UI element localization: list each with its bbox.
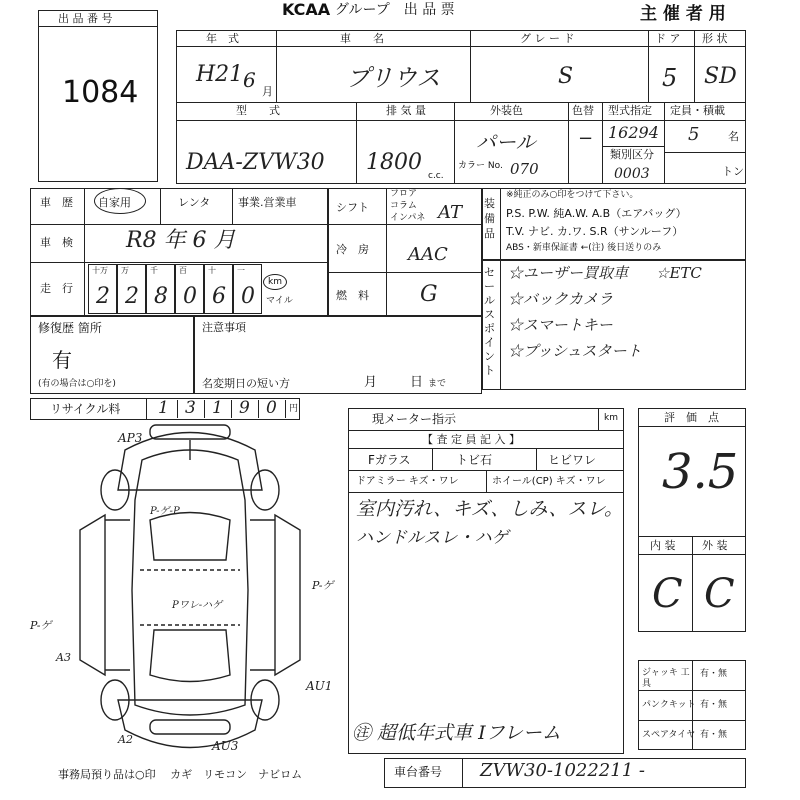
damage-mark-a3: A3 bbox=[56, 651, 71, 664]
mileage-digit: 0 bbox=[241, 284, 255, 309]
score-label: 評 価 点 bbox=[664, 411, 719, 424]
lot-number-label: 出 品 番 号 bbox=[58, 12, 113, 25]
grade-label: グ レ ー ド bbox=[520, 32, 575, 45]
mileage-unit-label: 一 bbox=[237, 266, 245, 275]
glass-crack: ヒビワレ bbox=[548, 453, 597, 467]
shape-label: 形 状 bbox=[702, 32, 728, 45]
door-label: ド ア bbox=[655, 32, 681, 45]
mirror-label: ドアミラー キズ・ワレ bbox=[356, 476, 459, 487]
displacement-label: 排 気 量 bbox=[386, 104, 426, 117]
damage-mark-roof: Pワレ-ハゲ bbox=[172, 600, 223, 611]
year-value: H21 bbox=[196, 62, 244, 87]
keep-items-text: 事務局預り品は○印 カギ リモコン ナビロム bbox=[58, 768, 303, 781]
expiry-until: まで bbox=[428, 379, 447, 389]
fuel-value: G bbox=[420, 282, 438, 307]
meter-unit: km bbox=[604, 413, 618, 423]
meter-label: 現メーター指示 bbox=[372, 412, 457, 426]
inspector-comment-2: ハンドルスレ・ハゲ bbox=[356, 528, 509, 548]
model-label: 型 式 bbox=[236, 104, 280, 117]
color-value: パール bbox=[476, 130, 536, 154]
inspector-footer: ㊟ 超低年式車 Iフレーム bbox=[352, 722, 561, 744]
sales-points-label: セールスポイント bbox=[484, 266, 495, 377]
displacement-value: 1800 bbox=[366, 150, 422, 175]
damage-mark-left: P-ゲ bbox=[30, 619, 52, 632]
ac-value: AAC bbox=[408, 244, 448, 265]
inspector-label: 【 査 定 員 記 入 】 bbox=[422, 433, 520, 446]
recycle-digit: 9 bbox=[239, 398, 250, 418]
equipment-line-3: ABS・新車保証書 ←(注) 後日送りのみ bbox=[506, 243, 662, 253]
type-spec-value: 16294 bbox=[608, 123, 659, 142]
month-value: 6 bbox=[243, 68, 256, 92]
sales-point-4: ☆スマートキー bbox=[508, 316, 613, 334]
color-label: 外装色 bbox=[490, 104, 523, 117]
inspection-value: R8 年 6 月 bbox=[126, 228, 236, 253]
repair-note: (有の場合は○印を) bbox=[38, 379, 116, 389]
inspector-comment-1: 室内汚れ、キズ、しみ、スレ。 bbox=[356, 498, 623, 520]
sales-point-5: ☆プッシュスタート bbox=[508, 342, 642, 360]
color-swap-label: 色替 bbox=[572, 104, 594, 117]
brand-logo: KCAA bbox=[282, 0, 331, 19]
mileage-unit-label: 千 bbox=[150, 266, 158, 275]
recycle-cell-divider bbox=[204, 400, 205, 418]
expiry-month: 月 bbox=[364, 375, 378, 390]
interior-value: C bbox=[652, 571, 683, 617]
mileage-digit: 0 bbox=[183, 284, 197, 309]
damage-mark-au1: AU1 bbox=[306, 679, 333, 693]
tools-spare-value: 有・無 bbox=[700, 730, 728, 740]
shift-floor: フロア bbox=[390, 189, 418, 199]
mileage-unit-label: 十万 bbox=[92, 266, 108, 275]
ton-unit: トン bbox=[722, 165, 744, 178]
tools-puncture-value: 有・無 bbox=[700, 700, 728, 710]
shape-value: SD bbox=[704, 64, 737, 89]
km-circle bbox=[263, 274, 287, 290]
mileage-label: 走 行 bbox=[40, 282, 73, 295]
month-unit: 月 bbox=[262, 85, 273, 98]
damage-mark-right: P-ゲ bbox=[312, 579, 334, 592]
door-value: 5 bbox=[662, 64, 678, 92]
recycle-cell-divider bbox=[231, 400, 232, 418]
car-name-value: プリウス bbox=[346, 64, 441, 92]
sales-point-2: ☆ETC bbox=[656, 264, 702, 282]
repair-label: 修復歴 箇所 bbox=[38, 321, 102, 335]
tools-spare-label: スペアタイヤ bbox=[642, 730, 696, 740]
sheet-title: . グループ 出 品 票 bbox=[326, 2, 455, 18]
recycle-cell-divider bbox=[177, 400, 178, 418]
mileage-digit: 2 bbox=[96, 284, 110, 309]
notes-label: 注意事項 bbox=[202, 321, 246, 334]
lot-number-value: 1084 bbox=[62, 75, 139, 110]
capacity-unit: 名 bbox=[728, 130, 739, 143]
recycle-digit: 1 bbox=[212, 398, 223, 418]
mileage-unit-label: 十 bbox=[208, 266, 216, 275]
recycle-cell-divider bbox=[285, 400, 286, 418]
recycle-digit: 3 bbox=[185, 398, 196, 418]
type-spec-label: 型式指定 bbox=[608, 104, 652, 117]
tools-jack-label: ジャッキ 工 具 bbox=[642, 668, 690, 689]
ac-label: 冷 房 bbox=[336, 243, 369, 256]
history-circle bbox=[94, 188, 146, 214]
recycle-digit: 1 bbox=[158, 398, 169, 418]
tools-jack-value: 有・無 bbox=[700, 669, 728, 679]
repair-value: 有 bbox=[52, 348, 72, 372]
expiry-label: 名変期日の短い方 bbox=[202, 377, 290, 390]
shift-label: シフト bbox=[336, 201, 369, 214]
wheel-label: ホイール(CP) キズ・ワレ bbox=[492, 476, 606, 487]
history-label: 車 歴 bbox=[40, 196, 73, 209]
capacity-value: 5 bbox=[688, 124, 700, 145]
equipment-label: 装備品 bbox=[484, 197, 495, 240]
glass-chip: トビ石 bbox=[456, 453, 493, 467]
class-label: 類別区分 bbox=[610, 148, 654, 161]
damage-mark-ap3: AP3 bbox=[118, 431, 143, 445]
mile-label: マイル bbox=[266, 296, 293, 306]
shift-value: AT bbox=[438, 202, 463, 223]
sales-point-1: ☆ユーザー買取車 bbox=[508, 264, 629, 282]
displacement-unit: c.c. bbox=[428, 171, 444, 181]
history-rental: レンタ bbox=[178, 196, 211, 209]
recycle-cell-divider bbox=[258, 400, 259, 418]
exterior-value: C bbox=[704, 571, 735, 617]
car-damage-diagram bbox=[30, 420, 360, 770]
damage-mark-a2: A2 bbox=[118, 733, 133, 746]
glass-label: Fガラス bbox=[368, 453, 411, 467]
equipment-line-1: P.S. P.W. 純A.W. A.B（エアバッグ） bbox=[506, 207, 687, 220]
history-business: 事業.営業車 bbox=[238, 196, 297, 209]
chassis-label: 車台番号 bbox=[394, 765, 443, 779]
name-label: 車 名 bbox=[340, 32, 384, 45]
equipment-line-2: T.V. ナビ. カ.ワ. S.R（サンルーフ） bbox=[506, 225, 684, 238]
mileage-digit: 6 bbox=[212, 284, 226, 309]
sales-point-3: ☆バックカメラ bbox=[508, 290, 614, 308]
shift-column: コラム bbox=[390, 201, 417, 211]
color-no-label: カラー No. bbox=[458, 161, 503, 171]
damage-mark-hood: P-ゲ-P bbox=[150, 506, 180, 517]
class-value: 0003 bbox=[614, 166, 650, 182]
mileage-digit: 2 bbox=[125, 284, 139, 309]
year-label: 年 式 bbox=[206, 32, 239, 45]
model-value: DAA-ZVW30 bbox=[186, 150, 325, 175]
capacity-label: 定員・積載 bbox=[670, 104, 725, 117]
history-private: 自家用 bbox=[98, 196, 131, 209]
damage-mark-au3: AU3 bbox=[212, 739, 239, 753]
recycle-digit: 0 bbox=[266, 398, 277, 418]
mileage-unit-label: 万 bbox=[121, 266, 129, 275]
km-label: km bbox=[268, 277, 282, 287]
tools-puncture-label: パンクキット bbox=[642, 700, 696, 710]
mileage-digit: 8 bbox=[154, 284, 168, 309]
organizer-label: 主 催 者 用 bbox=[640, 4, 726, 24]
chassis-value: ZVW30-1022211 - bbox=[480, 760, 645, 781]
recycle-yen: 円 bbox=[289, 404, 299, 414]
fuel-label: 燃 料 bbox=[336, 289, 369, 302]
inspection-label: 車 検 bbox=[40, 236, 73, 249]
color-swap-value: − bbox=[578, 128, 594, 149]
equipment-note: ※純正のみ○印をつけて下さい。 bbox=[506, 190, 639, 200]
recycle-label: リサイクル料 bbox=[50, 402, 121, 416]
color-no-value: 070 bbox=[510, 160, 539, 178]
mileage-unit-label: 百 bbox=[179, 266, 187, 275]
exterior-label: 外 装 bbox=[702, 539, 728, 552]
score-value: 3.5 bbox=[662, 444, 739, 500]
expiry-day: 日 bbox=[410, 375, 424, 390]
interior-label: 内 装 bbox=[650, 539, 676, 552]
grade-value: S bbox=[558, 64, 574, 89]
shift-panel: インパネ bbox=[390, 213, 426, 223]
